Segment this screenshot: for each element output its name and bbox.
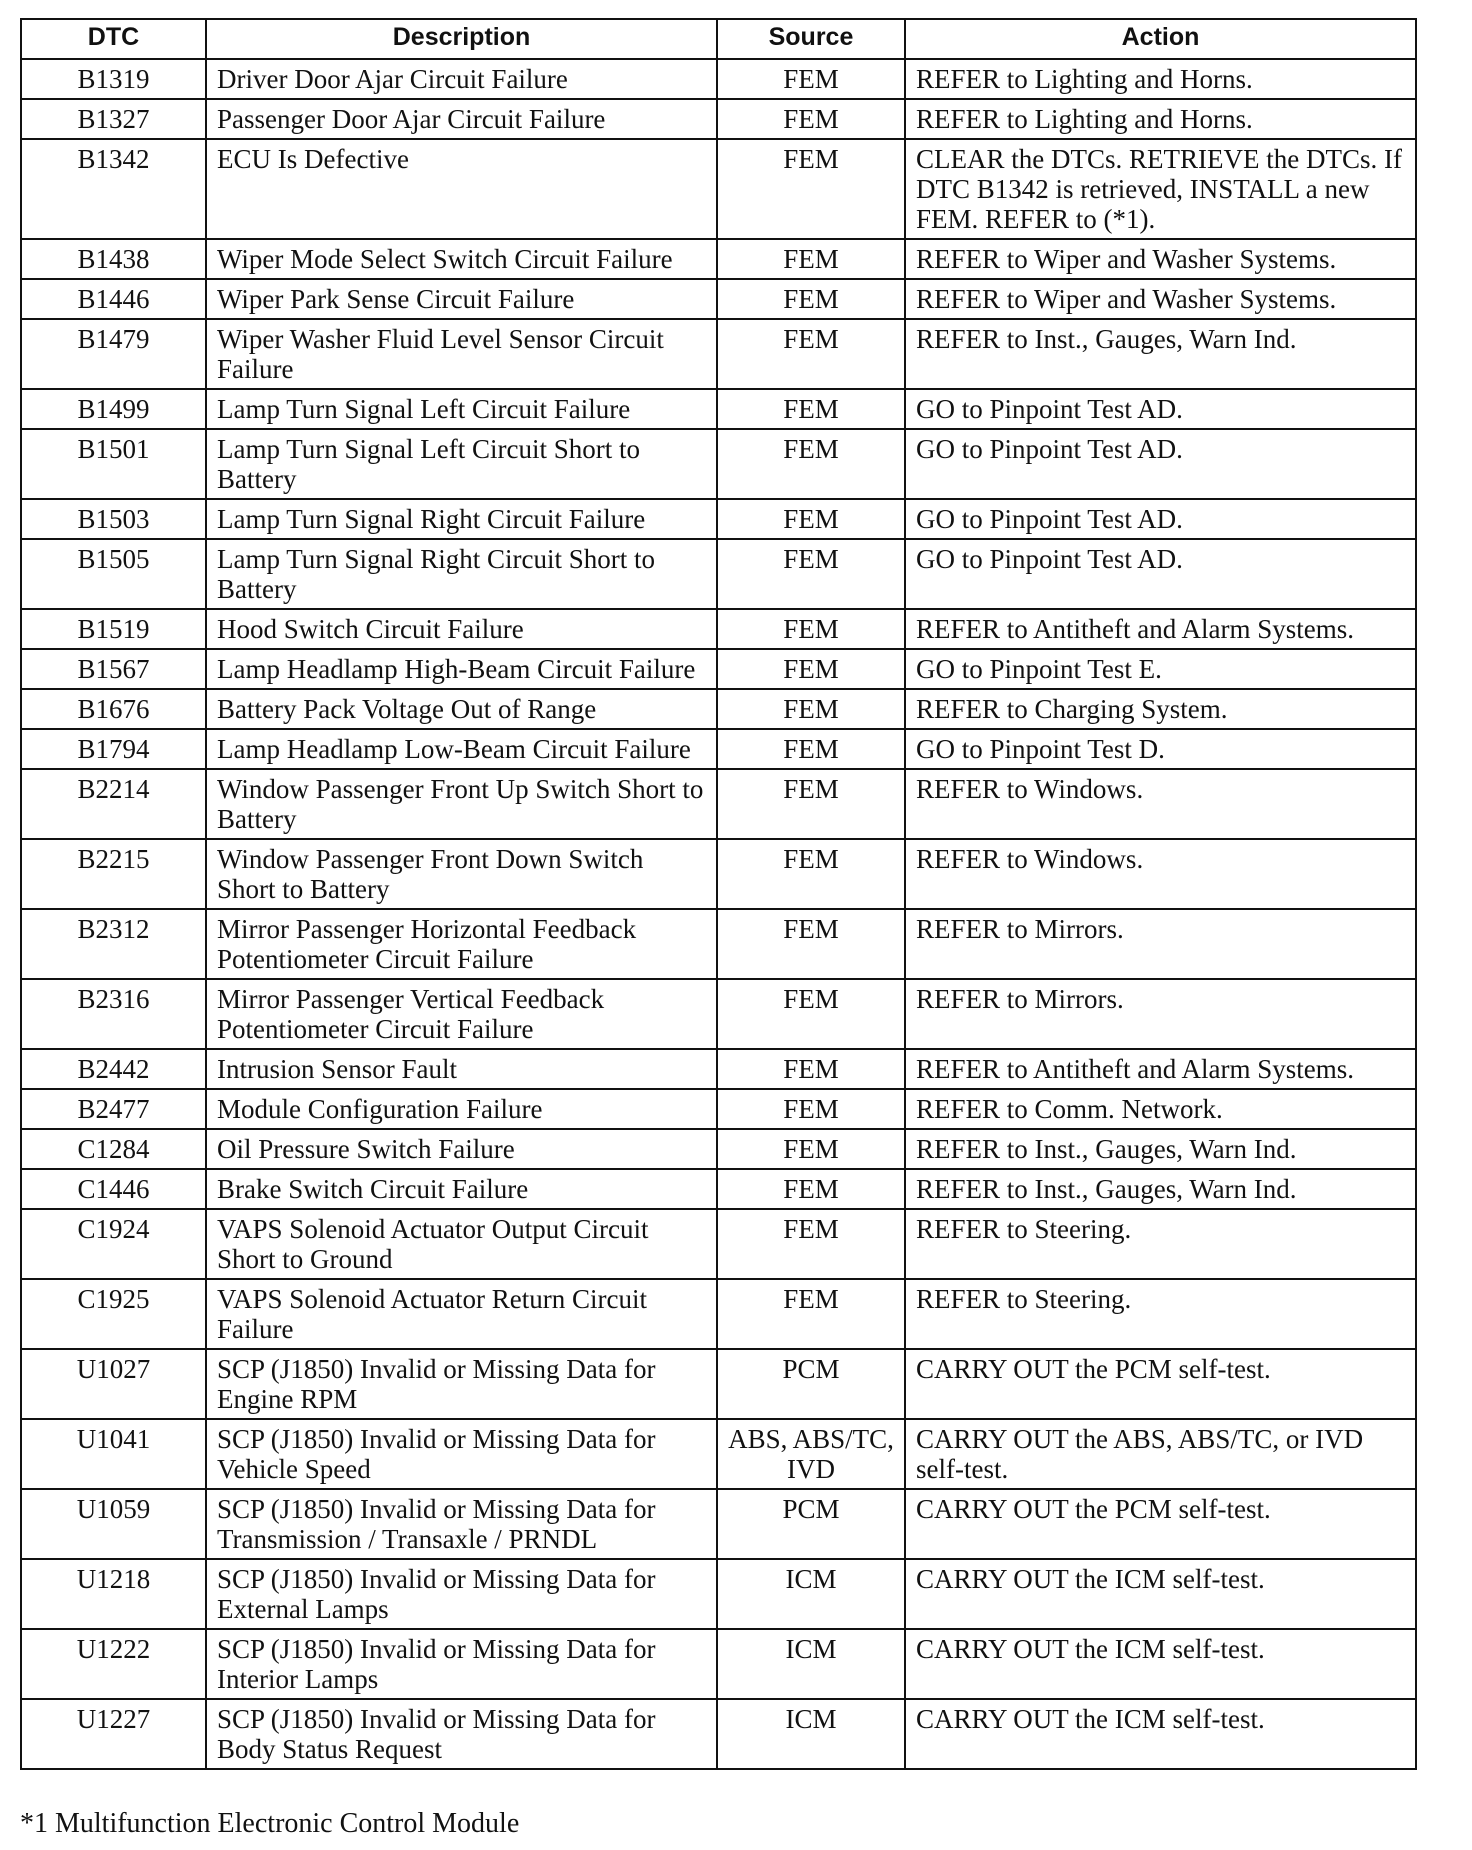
action-cell: GO to Pinpoint Test E. <box>905 649 1416 689</box>
table-row <box>21 1049 1416 1089</box>
header-source: Source <box>717 19 905 59</box>
source-cell: FEM <box>717 979 905 1049</box>
description-cell: Window Passenger Front Down Switch Short to Battery <box>206 839 717 909</box>
description-cell: Wiper Mode Select Switch Circuit Failure <box>206 239 717 279</box>
action-cell: REFER to Comm. Network. <box>905 1089 1416 1129</box>
table-row <box>21 99 1416 139</box>
action-cell: GO to Pinpoint Test D. <box>905 729 1416 769</box>
source-cell: FEM <box>717 769 905 839</box>
dtc-code-cell: B1499 <box>21 389 206 429</box>
dtc-code-cell: B2214 <box>21 769 206 839</box>
description-cell: Passenger Door Ajar Circuit Failure <box>206 99 717 139</box>
table-row <box>21 769 1416 839</box>
table-row <box>21 729 1416 769</box>
dtc-code-cell: B1327 <box>21 99 206 139</box>
source-cell: ICM <box>717 1559 905 1629</box>
dtc-code-cell: B1676 <box>21 689 206 729</box>
source-cell: FEM <box>717 909 905 979</box>
table-row <box>21 429 1416 499</box>
description-cell: Lamp Turn Signal Left Circuit Short to Battery <box>206 429 717 499</box>
action-cell: REFER to Antitheft and Alarm Systems. <box>905 609 1416 649</box>
source-cell: FEM <box>717 1049 905 1089</box>
header-dtc: DTC <box>21 19 206 59</box>
table-header <box>21 19 1416 59</box>
action-cell: REFER to Lighting and Horns. <box>905 59 1416 99</box>
source-cell: ICM <box>717 1699 905 1769</box>
source-cell: FEM <box>717 99 905 139</box>
table-row <box>21 499 1416 539</box>
dtc-code-cell: B2316 <box>21 979 206 1049</box>
description-cell: Lamp Headlamp High-Beam Circuit Failure <box>206 649 717 689</box>
action-cell: REFER to Lighting and Horns. <box>905 99 1416 139</box>
table-row <box>21 609 1416 649</box>
description-cell: Lamp Turn Signal Left Circuit Failure <box>206 389 717 429</box>
source-cell: FEM <box>717 1089 905 1129</box>
source-cell: FEM <box>717 239 905 279</box>
description-cell: SCP (J1850) Invalid or Missing Data for Transmission / Transaxle / PRNDL <box>206 1489 717 1559</box>
source-cell: FEM <box>717 1169 905 1209</box>
action-cell: GO to Pinpoint Test AD. <box>905 429 1416 499</box>
dtc-code-cell: B2442 <box>21 1049 206 1089</box>
action-cell: REFER to Wiper and Washer Systems. <box>905 279 1416 319</box>
header-action: Action <box>905 19 1416 59</box>
source-cell: FEM <box>717 59 905 99</box>
description-cell: VAPS Solenoid Actuator Output Circuit Short to Ground <box>206 1209 717 1279</box>
dtc-code-cell: B2215 <box>21 839 206 909</box>
source-cell: PCM <box>717 1489 905 1559</box>
dtc-code-cell: U1059 <box>21 1489 206 1559</box>
table-row <box>21 1089 1416 1129</box>
dtc-code-cell: U1218 <box>21 1559 206 1629</box>
source-cell: FEM <box>717 649 905 689</box>
source-cell: FEM <box>717 499 905 539</box>
source-cell: FEM <box>717 319 905 389</box>
action-cell: GO to Pinpoint Test AD. <box>905 499 1416 539</box>
dtc-code-cell: U1027 <box>21 1349 206 1419</box>
source-cell: FEM <box>717 1279 905 1349</box>
table-row <box>21 1349 1416 1419</box>
table-row <box>21 1169 1416 1209</box>
description-cell: Wiper Washer Fluid Level Sensor Circuit Failure <box>206 319 717 389</box>
description-cell: Mirror Passenger Vertical Feedback Potentiometer Circuit Failure <box>206 979 717 1049</box>
table-row <box>21 279 1416 319</box>
table-body <box>21 59 1416 1769</box>
description-cell: ECU Is Defective <box>206 139 717 239</box>
description-cell: Lamp Turn Signal Right Circuit Failure <box>206 499 717 539</box>
source-cell: FEM <box>717 839 905 909</box>
action-cell: REFER to Inst., Gauges, Warn Ind. <box>905 1129 1416 1169</box>
header-row <box>21 19 1416 59</box>
dtc-code-cell: U1227 <box>21 1699 206 1769</box>
table-row <box>21 689 1416 729</box>
source-cell: ICM <box>717 1629 905 1699</box>
dtc-code-cell: C1925 <box>21 1279 206 1349</box>
dtc-code-cell: B1446 <box>21 279 206 319</box>
source-cell: FEM <box>717 1129 905 1169</box>
description-cell: Oil Pressure Switch Failure <box>206 1129 717 1169</box>
dtc-code-cell: C1284 <box>21 1129 206 1169</box>
dtc-code-cell: B1503 <box>21 499 206 539</box>
table-row <box>21 389 1416 429</box>
description-cell: Battery Pack Voltage Out of Range <box>206 689 717 729</box>
action-cell: REFER to Inst., Gauges, Warn Ind. <box>905 1169 1416 1209</box>
dtc-code-cell: B1319 <box>21 59 206 99</box>
description-cell: Lamp Headlamp Low-Beam Circuit Failure <box>206 729 717 769</box>
table-row <box>21 1699 1416 1769</box>
table-row <box>21 539 1416 609</box>
action-cell: CARRY OUT the ICM self-test. <box>905 1559 1416 1629</box>
action-cell: CARRY OUT the PCM self-test. <box>905 1349 1416 1419</box>
dtc-code-cell: B1479 <box>21 319 206 389</box>
source-cell: FEM <box>717 539 905 609</box>
action-cell: REFER to Windows. <box>905 769 1416 839</box>
action-cell: REFER to Steering. <box>905 1209 1416 1279</box>
dtc-code-cell: B1342 <box>21 139 206 239</box>
source-cell: ABS, ABS/TC, IVD <box>717 1419 905 1489</box>
table-row <box>21 59 1416 99</box>
source-cell: FEM <box>717 389 905 429</box>
table-row <box>21 1629 1416 1699</box>
dtc-code-cell: B1505 <box>21 539 206 609</box>
dtc-code-cell: B1567 <box>21 649 206 689</box>
source-cell: FEM <box>717 609 905 649</box>
description-cell: SCP (J1850) Invalid or Missing Data for Interior Lamps <box>206 1629 717 1699</box>
table-row <box>21 1419 1416 1489</box>
source-cell: FEM <box>717 729 905 769</box>
description-cell: Driver Door Ajar Circuit Failure <box>206 59 717 99</box>
description-cell: Hood Switch Circuit Failure <box>206 609 717 649</box>
table-row <box>21 1559 1416 1629</box>
table-row <box>21 979 1416 1049</box>
dtc-code-cell: U1222 <box>21 1629 206 1699</box>
description-cell: Brake Switch Circuit Failure <box>206 1169 717 1209</box>
table-row <box>21 1279 1416 1349</box>
table-row <box>21 1129 1416 1169</box>
dtc-code-cell: C1446 <box>21 1169 206 1209</box>
footnote: *1 Multifunction Electronic Control Module <box>20 1808 520 1839</box>
source-cell: FEM <box>717 429 905 499</box>
source-cell: FEM <box>717 279 905 319</box>
table-row <box>21 1489 1416 1559</box>
action-cell: REFER to Charging System. <box>905 689 1416 729</box>
table-row <box>21 239 1416 279</box>
action-cell: REFER to Mirrors. <box>905 979 1416 1049</box>
description-cell: Wiper Park Sense Circuit Failure <box>206 279 717 319</box>
action-cell: REFER to Mirrors. <box>905 909 1416 979</box>
action-cell: GO to Pinpoint Test AD. <box>905 539 1416 609</box>
description-cell: Mirror Passenger Horizontal Feedback Potentiometer Circuit Failure <box>206 909 717 979</box>
source-cell: FEM <box>717 1209 905 1279</box>
action-cell: CARRY OUT the PCM self-test. <box>905 1489 1416 1559</box>
dtc-code-cell: B1438 <box>21 239 206 279</box>
header-description: Description <box>206 19 717 59</box>
description-cell: VAPS Solenoid Actuator Return Circuit Failure <box>206 1279 717 1349</box>
dtc-code-cell: B2312 <box>21 909 206 979</box>
description-cell: SCP (J1850) Invalid or Missing Data for External Lamps <box>206 1559 717 1629</box>
source-cell: FEM <box>717 139 905 239</box>
description-cell: Window Passenger Front Up Switch Short to Battery <box>206 769 717 839</box>
action-cell: REFER to Wiper and Washer Systems. <box>905 239 1416 279</box>
dtc-code-cell: B1501 <box>21 429 206 499</box>
action-cell: REFER to Inst., Gauges, Warn Ind. <box>905 319 1416 389</box>
action-cell: CARRY OUT the ABS, ABS/TC, or IVD self-test. <box>905 1419 1416 1489</box>
description-cell: SCP (J1850) Invalid or Missing Data for Engine RPM <box>206 1349 717 1419</box>
dtc-code-cell: B2477 <box>21 1089 206 1129</box>
action-cell: GO to Pinpoint Test AD. <box>905 389 1416 429</box>
action-cell: CARRY OUT the ICM self-test. <box>905 1629 1416 1699</box>
table-row <box>21 139 1416 239</box>
description-cell: Intrusion Sensor Fault <box>206 1049 717 1089</box>
table-row <box>21 839 1416 909</box>
table-row <box>21 1209 1416 1279</box>
action-cell: REFER to Windows. <box>905 839 1416 909</box>
dtc-code-cell: B1794 <box>21 729 206 769</box>
dtc-code-cell: B1519 <box>21 609 206 649</box>
table-row <box>21 649 1416 689</box>
action-cell: CARRY OUT the ICM self-test. <box>905 1699 1416 1769</box>
description-cell: Module Configuration Failure <box>206 1089 717 1129</box>
table-row <box>21 319 1416 389</box>
action-cell: CLEAR the DTCs. RETRIEVE the DTCs. If DTC B1342 is retrieved, INSTALL a new FEM. REFER to (*1). <box>905 139 1416 239</box>
source-cell: PCM <box>717 1349 905 1419</box>
action-cell: REFER to Steering. <box>905 1279 1416 1349</box>
description-cell: Lamp Turn Signal Right Circuit Short to Battery <box>206 539 717 609</box>
description-cell: SCP (J1850) Invalid or Missing Data for Body Status Request <box>206 1699 717 1769</box>
source-cell: FEM <box>717 689 905 729</box>
description-cell: SCP (J1850) Invalid or Missing Data for Vehicle Speed <box>206 1419 717 1489</box>
table-row <box>21 909 1416 979</box>
dtc-code-cell: C1924 <box>21 1209 206 1279</box>
dtc-code-cell: U1041 <box>21 1419 206 1489</box>
dtc-table <box>20 18 1417 1770</box>
action-cell: REFER to Antitheft and Alarm Systems. <box>905 1049 1416 1089</box>
